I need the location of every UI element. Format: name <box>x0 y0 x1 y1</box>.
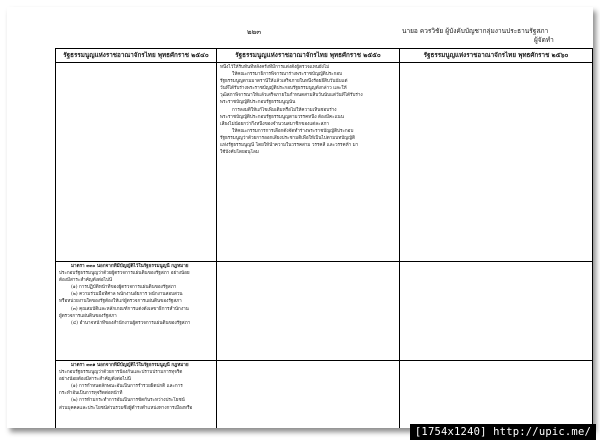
author-line: นายอ ควรวิชัย ผู้บังคับบัญชากลุ่มงานประธานรัฐสภา <box>402 27 549 35</box>
text-line: ผู้ตรวจการแผ่นดินของรัฐสภา <box>59 313 117 319</box>
text-line: รัฐธรรมนูญว่าด้วยการออกเสียงประชามติเพื่อให้เป็นไปตามบทบัญญัติ <box>220 135 355 141</box>
table-cell-empty <box>56 63 217 262</box>
text-line: แห่งรัฐธรรมนูญนี้ โดยให้นำความในวรรคสาม วรรคสี่ และวรรคห้า มา <box>220 143 359 149</box>
text-line: ส่วนบุคคลและประโยชน์ส่วนรวมซึ่งผู้ดำรงตำแหน่งทางการเมืองหรือ <box>59 405 193 411</box>
text-line: ให้คณะกรรมาธิการพิจารณาร่างพระราชบัญญัติประกอบ <box>232 72 343 78</box>
table-header-row <box>56 49 593 63</box>
text-line: กระทำอันเป็นการทุจริตต่อหน้าที่ <box>59 391 123 397</box>
text-line: (๒) การห้ามกระทำการอันเป็นการขัดกันระหว่างประโยชน์ <box>71 398 185 404</box>
text-line: วุฒิสภาพิจารณาให้แล้วเสร็จภายในกำหนดสามสิบวันนับแต่วันที่ได้รับร่าง <box>220 93 363 99</box>
table-cell-text <box>56 361 217 429</box>
page-number: ๒๒๓ <box>247 28 262 36</box>
column-header-2560: รัฐธรรมนูญแห่งราชอาณาจักรไทย พุทธศักราช ๒๕๖๐ <box>400 49 593 63</box>
text-line: ประกอบรัฐธรรมนูญว่าด้วยการป้องกันและปราบปรามการทุจริต <box>59 370 183 376</box>
table-cell-empty <box>400 63 593 262</box>
table-row <box>56 361 593 429</box>
table-cell-text <box>56 262 217 361</box>
text-line: หนึ่งไว้ให้รับทันทีหลังครั้งที่มีการแต่งตั้งผู้ตรวจแทนยังไม่ <box>220 65 330 70</box>
text-line: อย่างน้อยต้องมีสาระสำคัญดังต่อไปนี้ <box>59 377 131 383</box>
table-cell-empty <box>217 361 400 429</box>
text-line: ประกอบรัฐธรรมนูญว่าด้วยผู้ตรวจการแผ่นดินของรัฐสภา อย่างน้อย <box>59 271 190 277</box>
section-line: มาตรา ๓๓๑ นอกจากที่มีบัญญัติไว้ในรัฐธรรมนูญนี้ กฎหมาย <box>71 363 189 368</box>
table-row <box>56 63 593 262</box>
table-cell-text <box>217 63 400 262</box>
comparison-table <box>55 48 593 428</box>
column-header-2540: รัฐธรรมนูญแห่งราชอาณาจักรไทย พุทธศักราช ๒๕๔๐ <box>56 49 217 63</box>
table-cell-empty <box>217 262 400 361</box>
text-line: การลงมติให้แก้ไขเพิ่มเติมหรือไม่ให้ความเห็นชอบร่าง <box>232 107 337 113</box>
text-line: ให้คณะกรรมการการเลือกตั้งจัดทำร่างพระราชบัญญัติประกอบ <box>232 128 354 134</box>
text-line: พระราชบัญญัติประกอบรัฐธรรมนูญตามวรรคหนึ่ง ต้องมีคะแนน <box>220 114 344 120</box>
text-line: รัฐธรรมนูญตามมาตรานี้ให้แล้วเสร็จภายในหนึ่งร้อยยี่สิบวันนับแต่ <box>220 79 348 85</box>
table-cell-empty <box>400 262 593 361</box>
document-page <box>7 7 593 428</box>
text-line: หรือหน่วยงานใดของรัฐต้องให้แก่ผู้ตรวจการแผ่นดินของรัฐสภา <box>59 299 182 305</box>
section-line: มาตรา ๓๓๐ นอกจากที่มีบัญญัติไว้ในรัฐธรรมนูญนี้ กฎหมาย <box>71 264 189 269</box>
text-line: (๔) อำนาจหน้าที่ของสำนักงานผู้ตรวจการแผ่นดินของรัฐสภา <box>71 320 191 326</box>
text-line: (๓) คุณสมบัติและหลักเกณฑ์การแต่งตั้งเลขาธิการสำนักงาน <box>71 306 189 312</box>
text-line: (๒) ความร่วมมือที่ศาล พนักงานอัยการ พนักงานสอบสวน <box>71 292 183 298</box>
author-role: ผู้จัดทำ <box>534 36 554 44</box>
image-size-watermark: [1754x1240] http://upic.me/ <box>410 424 596 440</box>
text-line: เสียงไม่น้อยกว่ากึ่งหนึ่งของจำนวนสมาชิกของแต่ละสภา <box>220 121 329 127</box>
text-line: ใช้บังคับโดยอนุโลม <box>220 150 259 156</box>
text-line: วันที่ได้รับร่างพระราชบัญญัติประกอบรัฐธรรมนูญดังกล่าว และให้ <box>220 86 347 92</box>
text-line: ต้องมีสาระสำคัญดังต่อไปนี้ <box>59 278 113 284</box>
text-line: พระราชบัญญัติประกอบรัฐธรรมนูญนั้น <box>220 100 296 106</box>
text-line: (๑) การกำหนดลักษณะอันเป็นการร่ำรวยผิดปกติ และการ <box>71 384 183 390</box>
table-cell-empty <box>400 361 593 429</box>
text-line: (๑) การปฏิบัติหน้าที่ของผู้ตรวจการแผ่นดินของรัฐสภา <box>71 285 177 291</box>
column-header-2550: รัฐธรรมนูญแห่งราชอาณาจักรไทย พุทธศักราช ๒๕๕๐ <box>217 49 400 63</box>
table-row <box>56 262 593 361</box>
